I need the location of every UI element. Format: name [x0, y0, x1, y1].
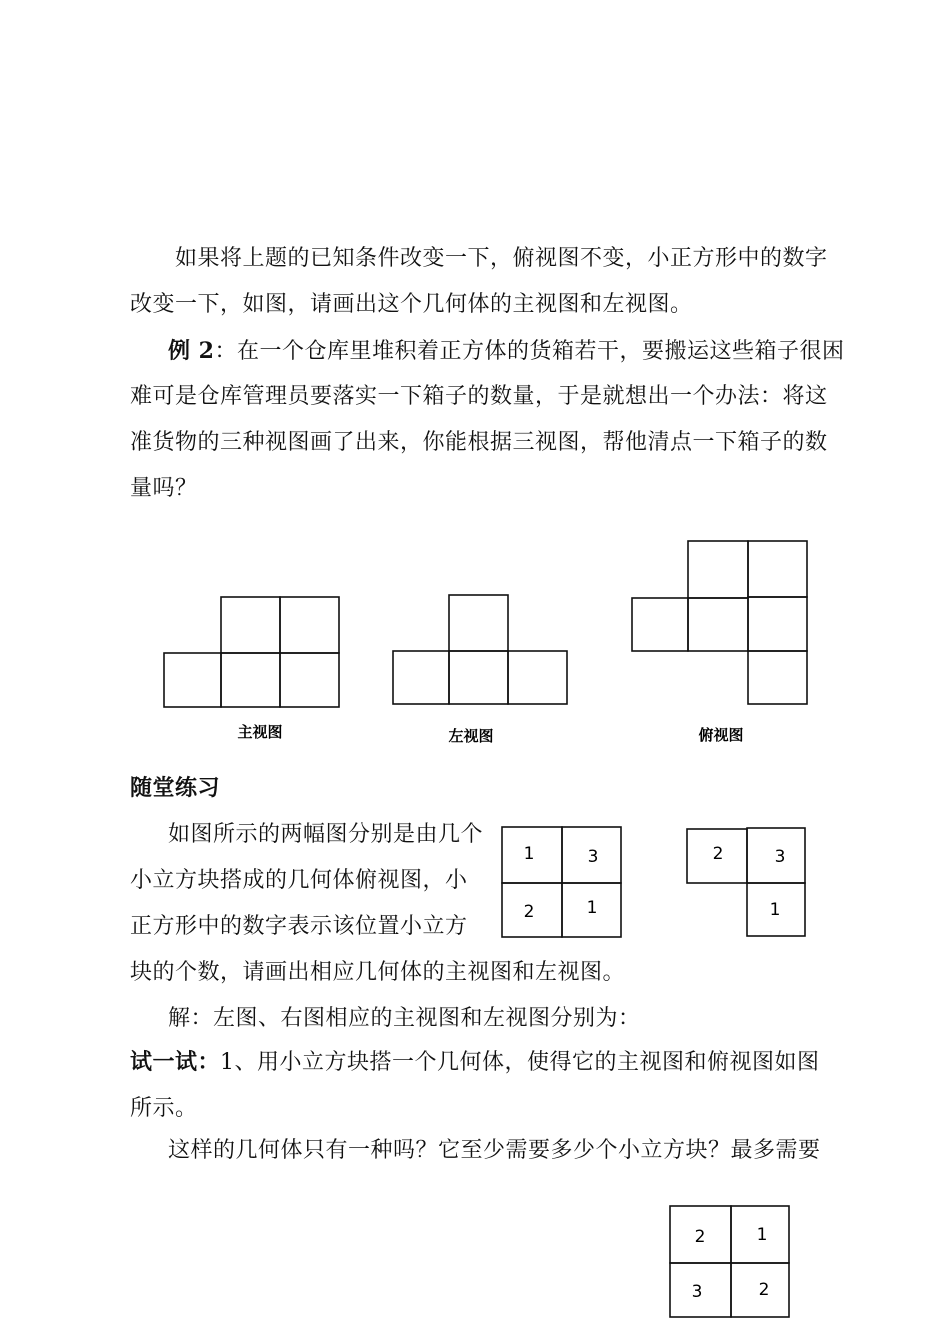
practice-line-1: 如图所示的两幅图分别是由几个: [168, 822, 484, 847]
paragraph-1-line-1: 如果将上题的已知条件改变一下，俯视图不变，小正方形中的数字: [175, 246, 828, 271]
example-2-line-3: 准货物的三种视图画了出来，你能根据三视图，帮他清点一下箱子的数: [130, 430, 828, 455]
try-line-1: [130, 1048, 820, 1078]
practice-left-cell-3: 2: [523, 902, 535, 922]
practice-left-cell-1: 1: [523, 844, 535, 864]
practice-right-cell-3: 1: [769, 900, 781, 920]
try-label: 试一试：: [130, 1050, 221, 1075]
paragraph-1-line-2: 改变一下，如图，请画出这个几何体的主视图和左视图。: [130, 292, 693, 317]
try-line-2: 所示。: [130, 1096, 198, 1121]
try-cell-3: 3: [691, 1282, 703, 1302]
practice-line-4: 块的个数，请画出相应几何体的主视图和左视图。: [130, 960, 626, 985]
try-cell-1: 2: [694, 1227, 706, 1247]
practice-left-cell-2: 3: [587, 847, 599, 867]
practice-left-cell-4: 1: [586, 898, 598, 918]
try-grid: [670, 1206, 789, 1317]
section-heading: 随堂练习: [130, 776, 221, 801]
try-cell-4: 2: [758, 1280, 770, 1300]
example-2-line-4: 量吗？: [130, 476, 198, 501]
practice-line-3: 正方形中的数字表示该位置小立方: [130, 914, 468, 939]
top-view-grid: [632, 541, 807, 704]
left-view-grid: [393, 595, 567, 704]
example-2-line-2: 难可是仓库管理员要落实一下箱子的数量，于是就想出一个办法：将这: [130, 384, 828, 409]
front-view-grid: [164, 597, 339, 707]
front-view-caption: 主视图: [237, 723, 283, 741]
solution-line: 解：左图、右图相应的主视图和左视图分别为：: [168, 1006, 641, 1031]
question-line: 这样的几何体只有一种吗？它至少需要多少个小立方块？最多需要: [168, 1138, 821, 1163]
example-2-line-1-text: ：在一个仓库里堆积着正方体的货箱若干，要搬运这些箱子很困: [214, 339, 845, 364]
example-2-label: 例 2: [168, 338, 215, 364]
practice-line-2: 小立方块搭成的几何体俯视图，小: [130, 868, 468, 893]
practice-right-cell-1: 2: [712, 844, 724, 864]
practice-right-cell-2: 3: [774, 847, 786, 867]
practice-left-grid: [502, 827, 621, 937]
left-view-caption: 左视图: [448, 727, 494, 745]
try-line-1-text: 1、用小立方块搭一个几何体，使得它的主视图和俯视图如图: [220, 1050, 820, 1075]
try-cell-2: 1: [756, 1225, 768, 1245]
practice-right-grid: [687, 828, 805, 936]
top-view-caption: 俯视图: [698, 726, 744, 744]
